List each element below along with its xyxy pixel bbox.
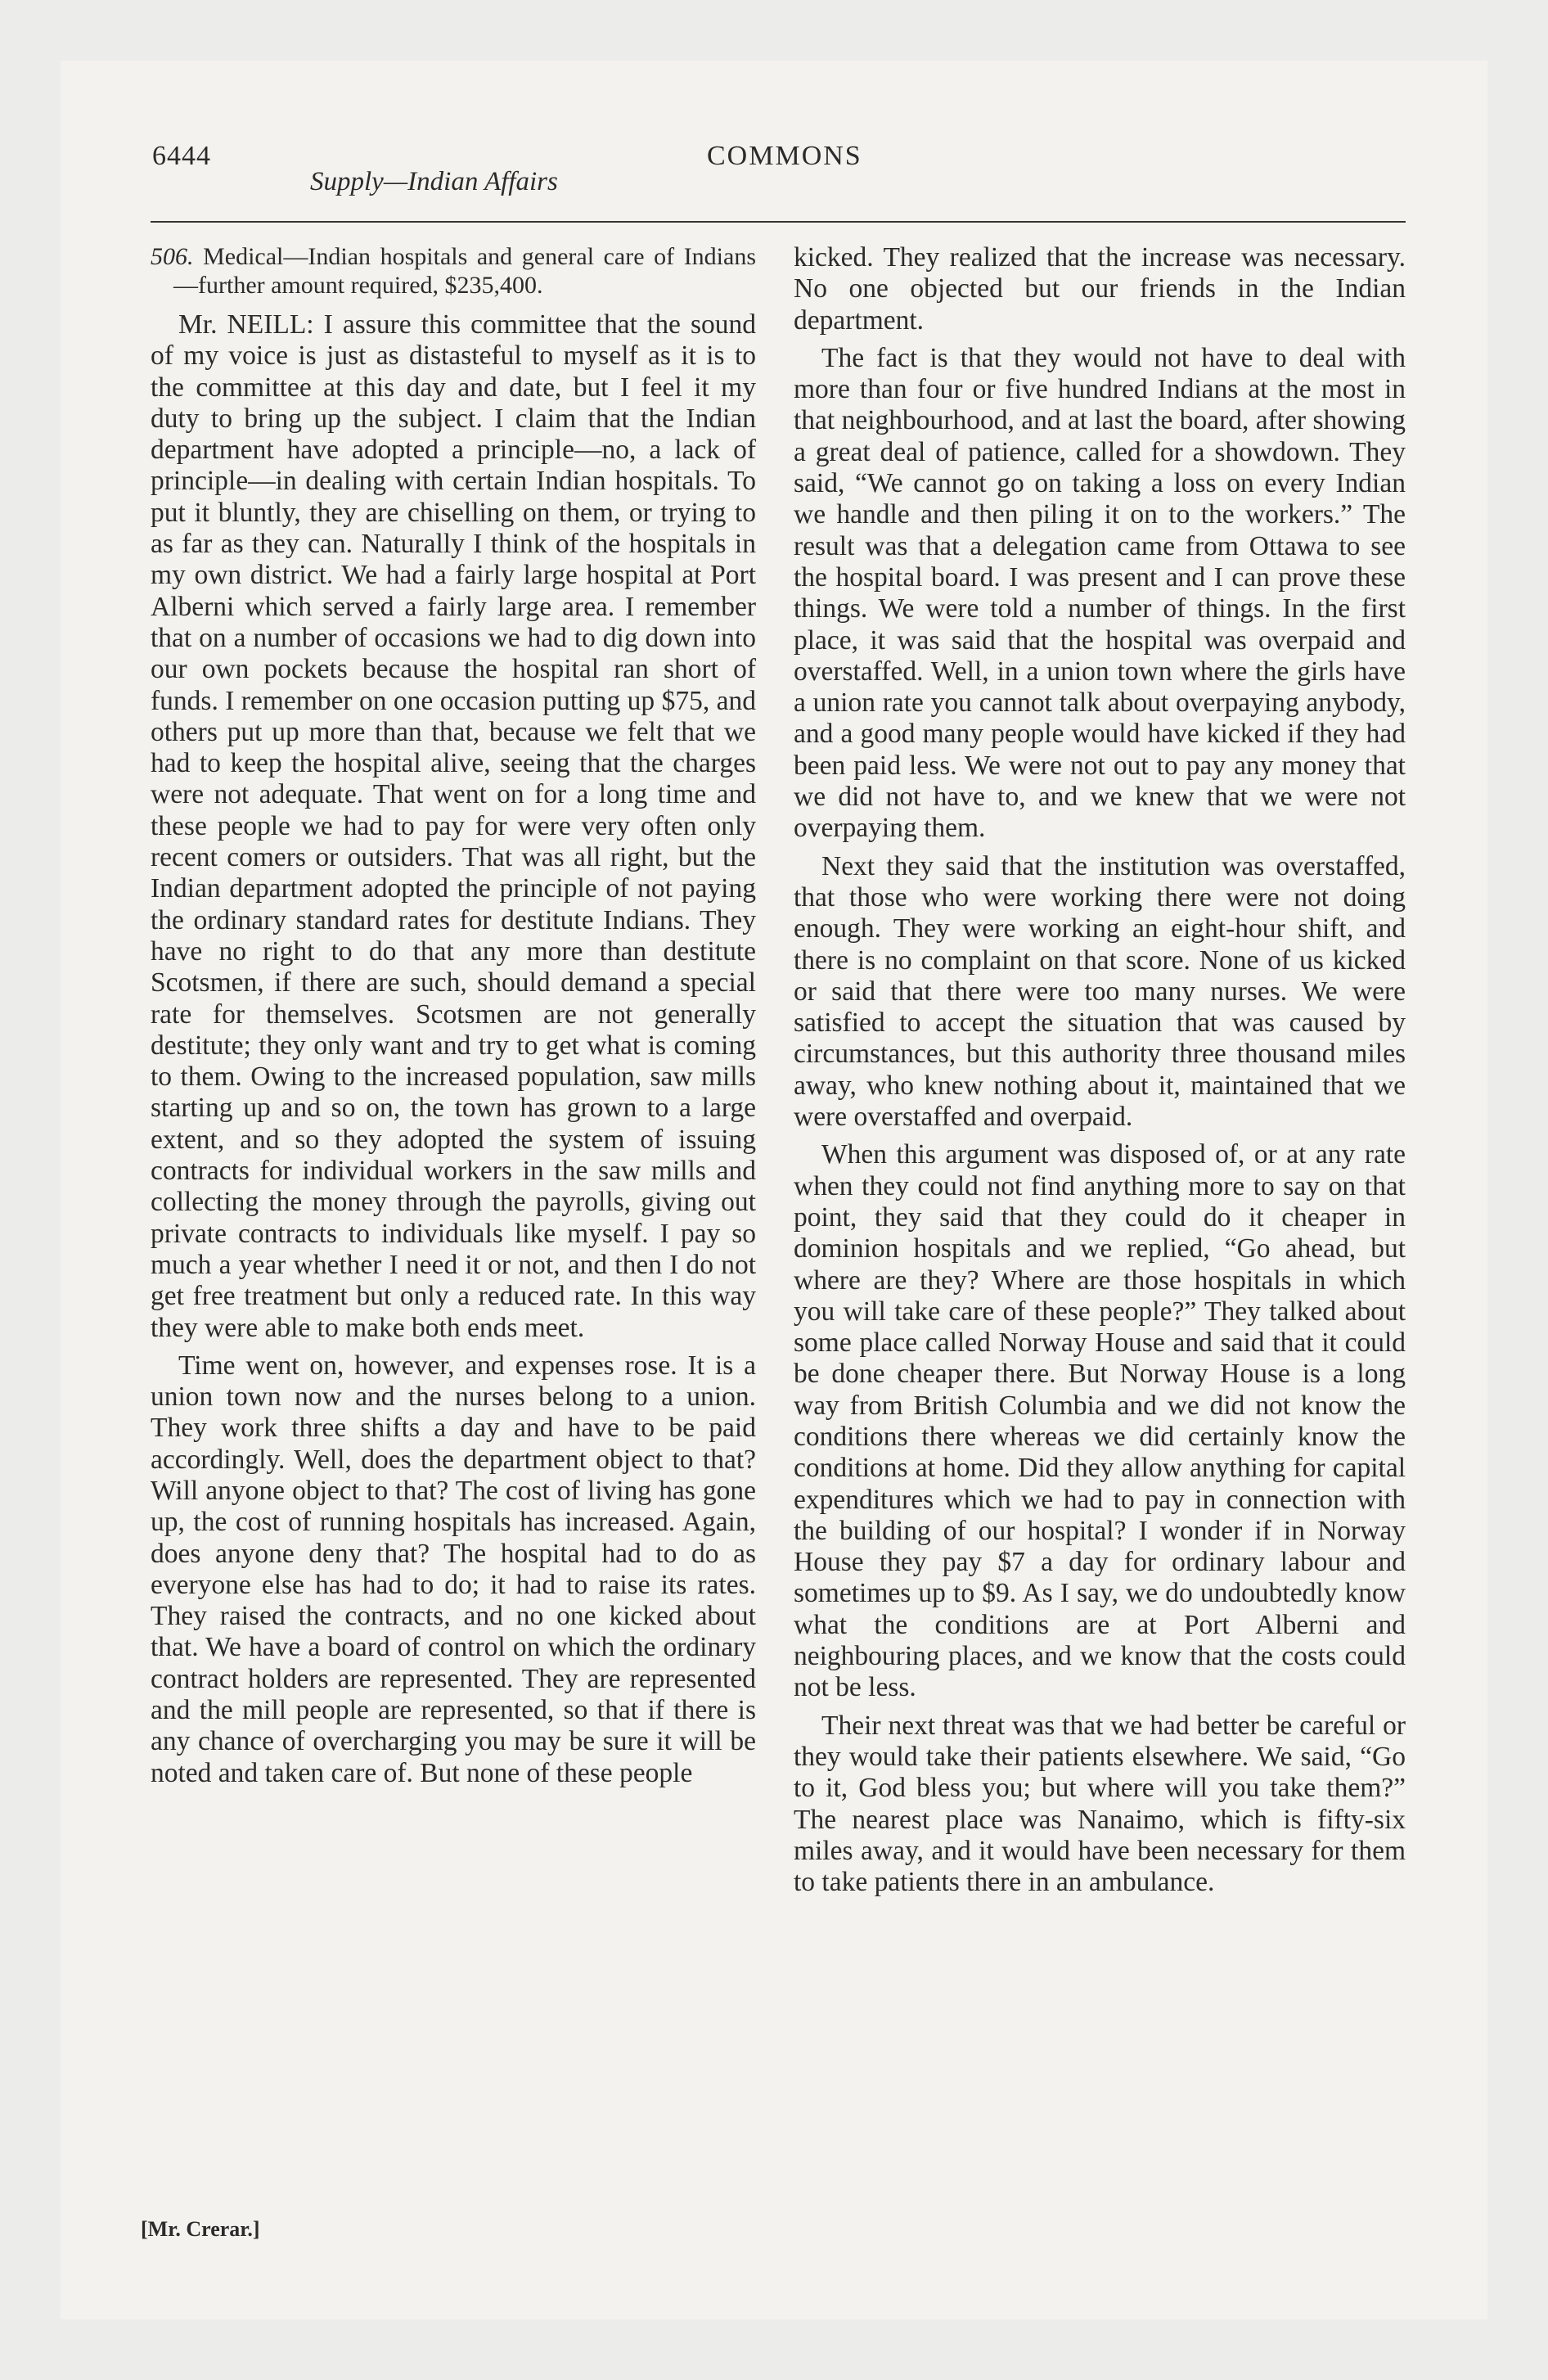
left-column	[151, 242, 756, 1789]
paragraph: Next they said that the institution was overstaffed, that those who were working there were not doing enough. They were working an eight-hour shift, and there is no complaint on that score. None of us kicked or said that there were too many nurses. We were satisfied to accept the situation that was caused by circumstances, but this authority three thousand miles away, who knew nothing about it, maintained that we were overstaffed and overpaid.	[794, 850, 1406, 1133]
paragraph: Mr. NEILL: I assure this committee that the sound of my voice is just as distasteful to myself as it is to the committee at this day and date, but I feel it my duty to bring up the subject. I claim that the Indian department have adopted a principle—no, a lack of principle—in dealing with certain Indian hospitals. To put it bluntly, they are chiselling on them, or trying to as far as they can. Naturally I think of the hospitals in my own district. We had a fairly large hospital at Port Alberni which served a fairly large area. I remember that on a number of occasions we had to dig down into our own pockets because the hospital ran short of funds. I remember on one occasion putting up $75, and others put up more than that, because we felt that we had to keep the hospital alive, seeing that the charges were not adequate. That went on for a long time and these people we had to pay for were very often only recent comers or outsiders. That was all right, but the Indian department adopted the principle of not paying the ordinary standard rates for destitute Indians. They have no right to do that any more than destitute Scotsmen, if there are such, should demand a special rate for themselves. Scotsmen are not generally destitute; they only want and try to get what is coming to them. Owing to the increased population, saw mills starting up and so on, the town has grown to a large extent, and so they adopted the system of issuing contracts for individual workers in the saw mills and collecting the money through the payrolls, giving out private contracts to individuals like myself. I pay so much a year whether I need it or not, and then I do not get free treatment but only a reduced rate. In this way they were able to make both ends meet.	[151, 309, 756, 1343]
supply-item-heading	[151, 242, 756, 300]
hansard-page	[61, 61, 1487, 2319]
speaker-note: [Mr. Crerar.]	[141, 2217, 260, 2241]
paragraph: When this argument was disposed of, or at any rate when they could not find anything more to say on that point, they said that they could do it cheaper in dominion hospitals and we replied, “Go ahead, but where are they? Where are those hospitals in which you will take care of these people?” They talked about some place called Norway House and said that it could be done cheaper there. But Norway House is a long way from British Columbia and we did not know the conditions there whereas we did certainly know the conditions at home. Did they allow anything for capital expenditures which we had to pay in connection with the building of our hospital? I wonder if in Norway House they pay $7 a day for ordinary labour and sometimes up to $9. As I say, we do undoubtedly know what the conditions are at Port Alberni and neighbouring places, and we know that the costs could not be less.	[794, 1139, 1406, 1703]
paragraph: The fact is that they would not have to deal with more than four or five hundred Indians at the most in that neighbourhood, and at last the board, after showing a great deal of patience, called for a showdown. They said, “We cannot go on taking a loss on every Indian we handle and then piling it on to the workers.” The result was that a delegation came from Ottawa to see the hospital board. I was present and I can prove these things. We were told a number of things. In the first place, it was said that the hospital was overpaid and overstaffed. Well, in a union town where the girls have a union rate you cannot talk about overpaying anybody, and a good many people would have kicked if they had been paid less. We were not out to pay any money that we did not have to, and we knew that we were not overpaying them.	[794, 342, 1406, 844]
running-title: Supply—Indian Affairs	[310, 167, 558, 196]
item-text: Medical—Indian hospitals and general care of Indians—further amount required, $235,400.	[173, 243, 757, 299]
chamber-name: COMMONS	[707, 141, 862, 171]
page-header	[61, 61, 1487, 224]
item-number: 506.	[151, 243, 194, 270]
right-column	[794, 242, 1406, 1898]
header-rule	[151, 221, 1406, 223]
paragraph: Their next threat was that we had better be careful or they would take their patients elsewhere. We said, “Go to it, God bless you; but where will you take them?” The nearest place was Nanaimo, which is fifty-six miles away, and it would have been necessary for them to take patients there in an ambulance.	[794, 1710, 1406, 1898]
page-number: 6444	[152, 141, 211, 171]
paragraph: kicked. They realized that the increase was necessary. No one objected but our friends in the Indian department.	[794, 242, 1406, 336]
paragraph: Time went on, however, and expenses rose. It is a union town now and the nurses belong to a union. They work three shifts a day and have to be paid accordingly. Well, does the department object to that? Will anyone object to that? The cost of living has gone up, the cost of running hospitals has increased. Again, does anyone deny that? The hospital had to do as everyone else has had to do; it had to raise its rates. They raised the contracts, and no one kicked about that. We have a board of control on which the ordinary contract holders are represented. They are represented and the mill people are represented, so that if there is any chance of overcharging you may be sure it will be noted and taken care of. But none of these people	[151, 1350, 756, 1788]
